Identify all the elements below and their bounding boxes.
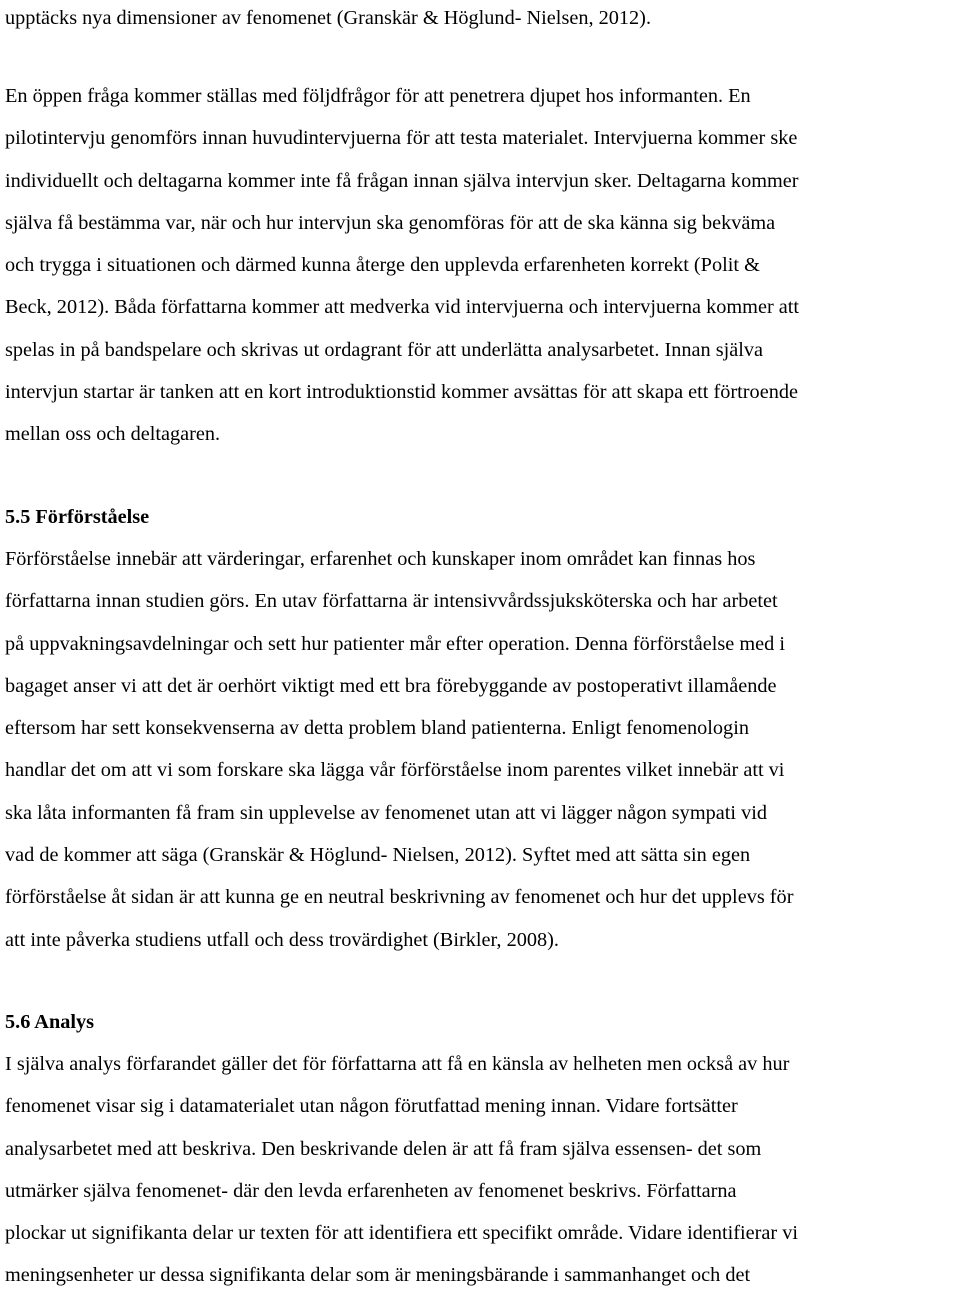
text-line: spelas in på bandspelare och skrivas ut ordagrant för att underlätta analysarbetet. Innan själva bbox=[5, 338, 764, 361]
text-line: bagaget anser vi att det är oerhört viktigt med ett bra förebyggande av postoperativt illamående bbox=[5, 674, 777, 697]
section-5-6 bbox=[5, 1001, 960, 1297]
text-line: Beck, 2012). Båda författarna kommer att medverka vid intervjuerna och intervjuerna kommer att bbox=[5, 296, 800, 319]
text-line: upptäcks nya dimensioner av fenomenet (Granskär & Höglund- Nielsen, 2012). bbox=[5, 7, 652, 29]
text-line: meningsenheter ur dessa signifikanta delar som är meningsbärande i sammanhanget och det bbox=[5, 1264, 751, 1287]
text-line: intervjun startar är tanken att en kort introduktionstid kommer avsättas för att skapa ett förtroende bbox=[5, 381, 798, 404]
text-line: individuellt och deltagarna kommer inte få frågan innan själva intervjun sker. Deltagarna kommer bbox=[5, 169, 799, 192]
text-line: handlar det om att vi som forskare ska lägga vår förförståelse inom parentes vilket innebär att vi bbox=[5, 759, 785, 782]
text-line: vad de kommer att säga (Granskär & Höglund- Nielsen, 2012). Syftet med att sätta sin egen bbox=[5, 844, 751, 867]
text-line: En öppen fråga kommer ställas med följdfrågor för att penetrera djupet hos informanten. En bbox=[5, 85, 751, 107]
text-line: eftersom har sett konsekvenserna av detta problem bland patienterna. Enligt fenomenologin bbox=[5, 717, 749, 740]
text-line: mellan oss och deltagaren. bbox=[5, 423, 221, 446]
text-line: analysarbetet med att beskriva. Den beskrivande delen är att få fram själva essensen- det som bbox=[5, 1137, 762, 1160]
section-5-5 bbox=[5, 496, 960, 961]
text-line: pilotintervju genomförs innan huvudintervjuerna för att testa materialet. Intervjuerna kommer ske bbox=[5, 127, 798, 150]
text-line: författarna innan studien görs. En utav författarna är intensivvårdssjuksköterska och har arbetet bbox=[5, 590, 778, 613]
section-heading: 5.5 Förförståelse bbox=[5, 506, 150, 528]
top-fragment-block bbox=[5, 0, 960, 39]
text-line: Förförståelse innebär att värderingar, erfarenhet och kunskaper inom området kan finnas hos bbox=[5, 548, 756, 570]
text-line: plockar ut signifikanta delar ur texten för att identifiera ett specifikt område. Vidare identifierar vi bbox=[5, 1222, 799, 1245]
text-line: ska låta informanten få fram sin upplevelse av fenomenet utan att vi lägger någon sympati vid bbox=[5, 801, 767, 824]
text-line: fenomenet visar sig i datamaterialet utan någon förutfattad mening innan. Vidare fortsätter bbox=[5, 1095, 738, 1118]
section-heading: 5.6 Analys bbox=[5, 1011, 95, 1033]
paragraph-intervju bbox=[5, 75, 960, 456]
text-line: utmärker själva fenomenet- där den levda erfarenheten av fenomenet beskrivs. Författarna bbox=[5, 1179, 737, 1202]
text-line: förförståelse åt sidan är att kunna ge en neutral beskrivning av fenomenet och hur det upplevs för bbox=[5, 886, 794, 909]
text-line: att inte påverka studiens utfall och dess trovärdighet (Birkler, 2008). bbox=[5, 928, 559, 951]
text-line: på uppvakningsavdelningar och sett hur patienter mår efter operation. Denna förförståelse med i bbox=[5, 632, 785, 655]
text-line: och trygga i situationen och därmed kunna återge den upplevda erfarenheten korrekt (Polit & bbox=[5, 254, 760, 277]
text-line: själva få bestämma var, när och hur intervjun ska genomföras för att de ska känna sig bekväma bbox=[5, 211, 776, 234]
text-line: I själva analys förfarandet gäller det för författarna att få en känsla av helheten men också av hur bbox=[5, 1053, 790, 1075]
